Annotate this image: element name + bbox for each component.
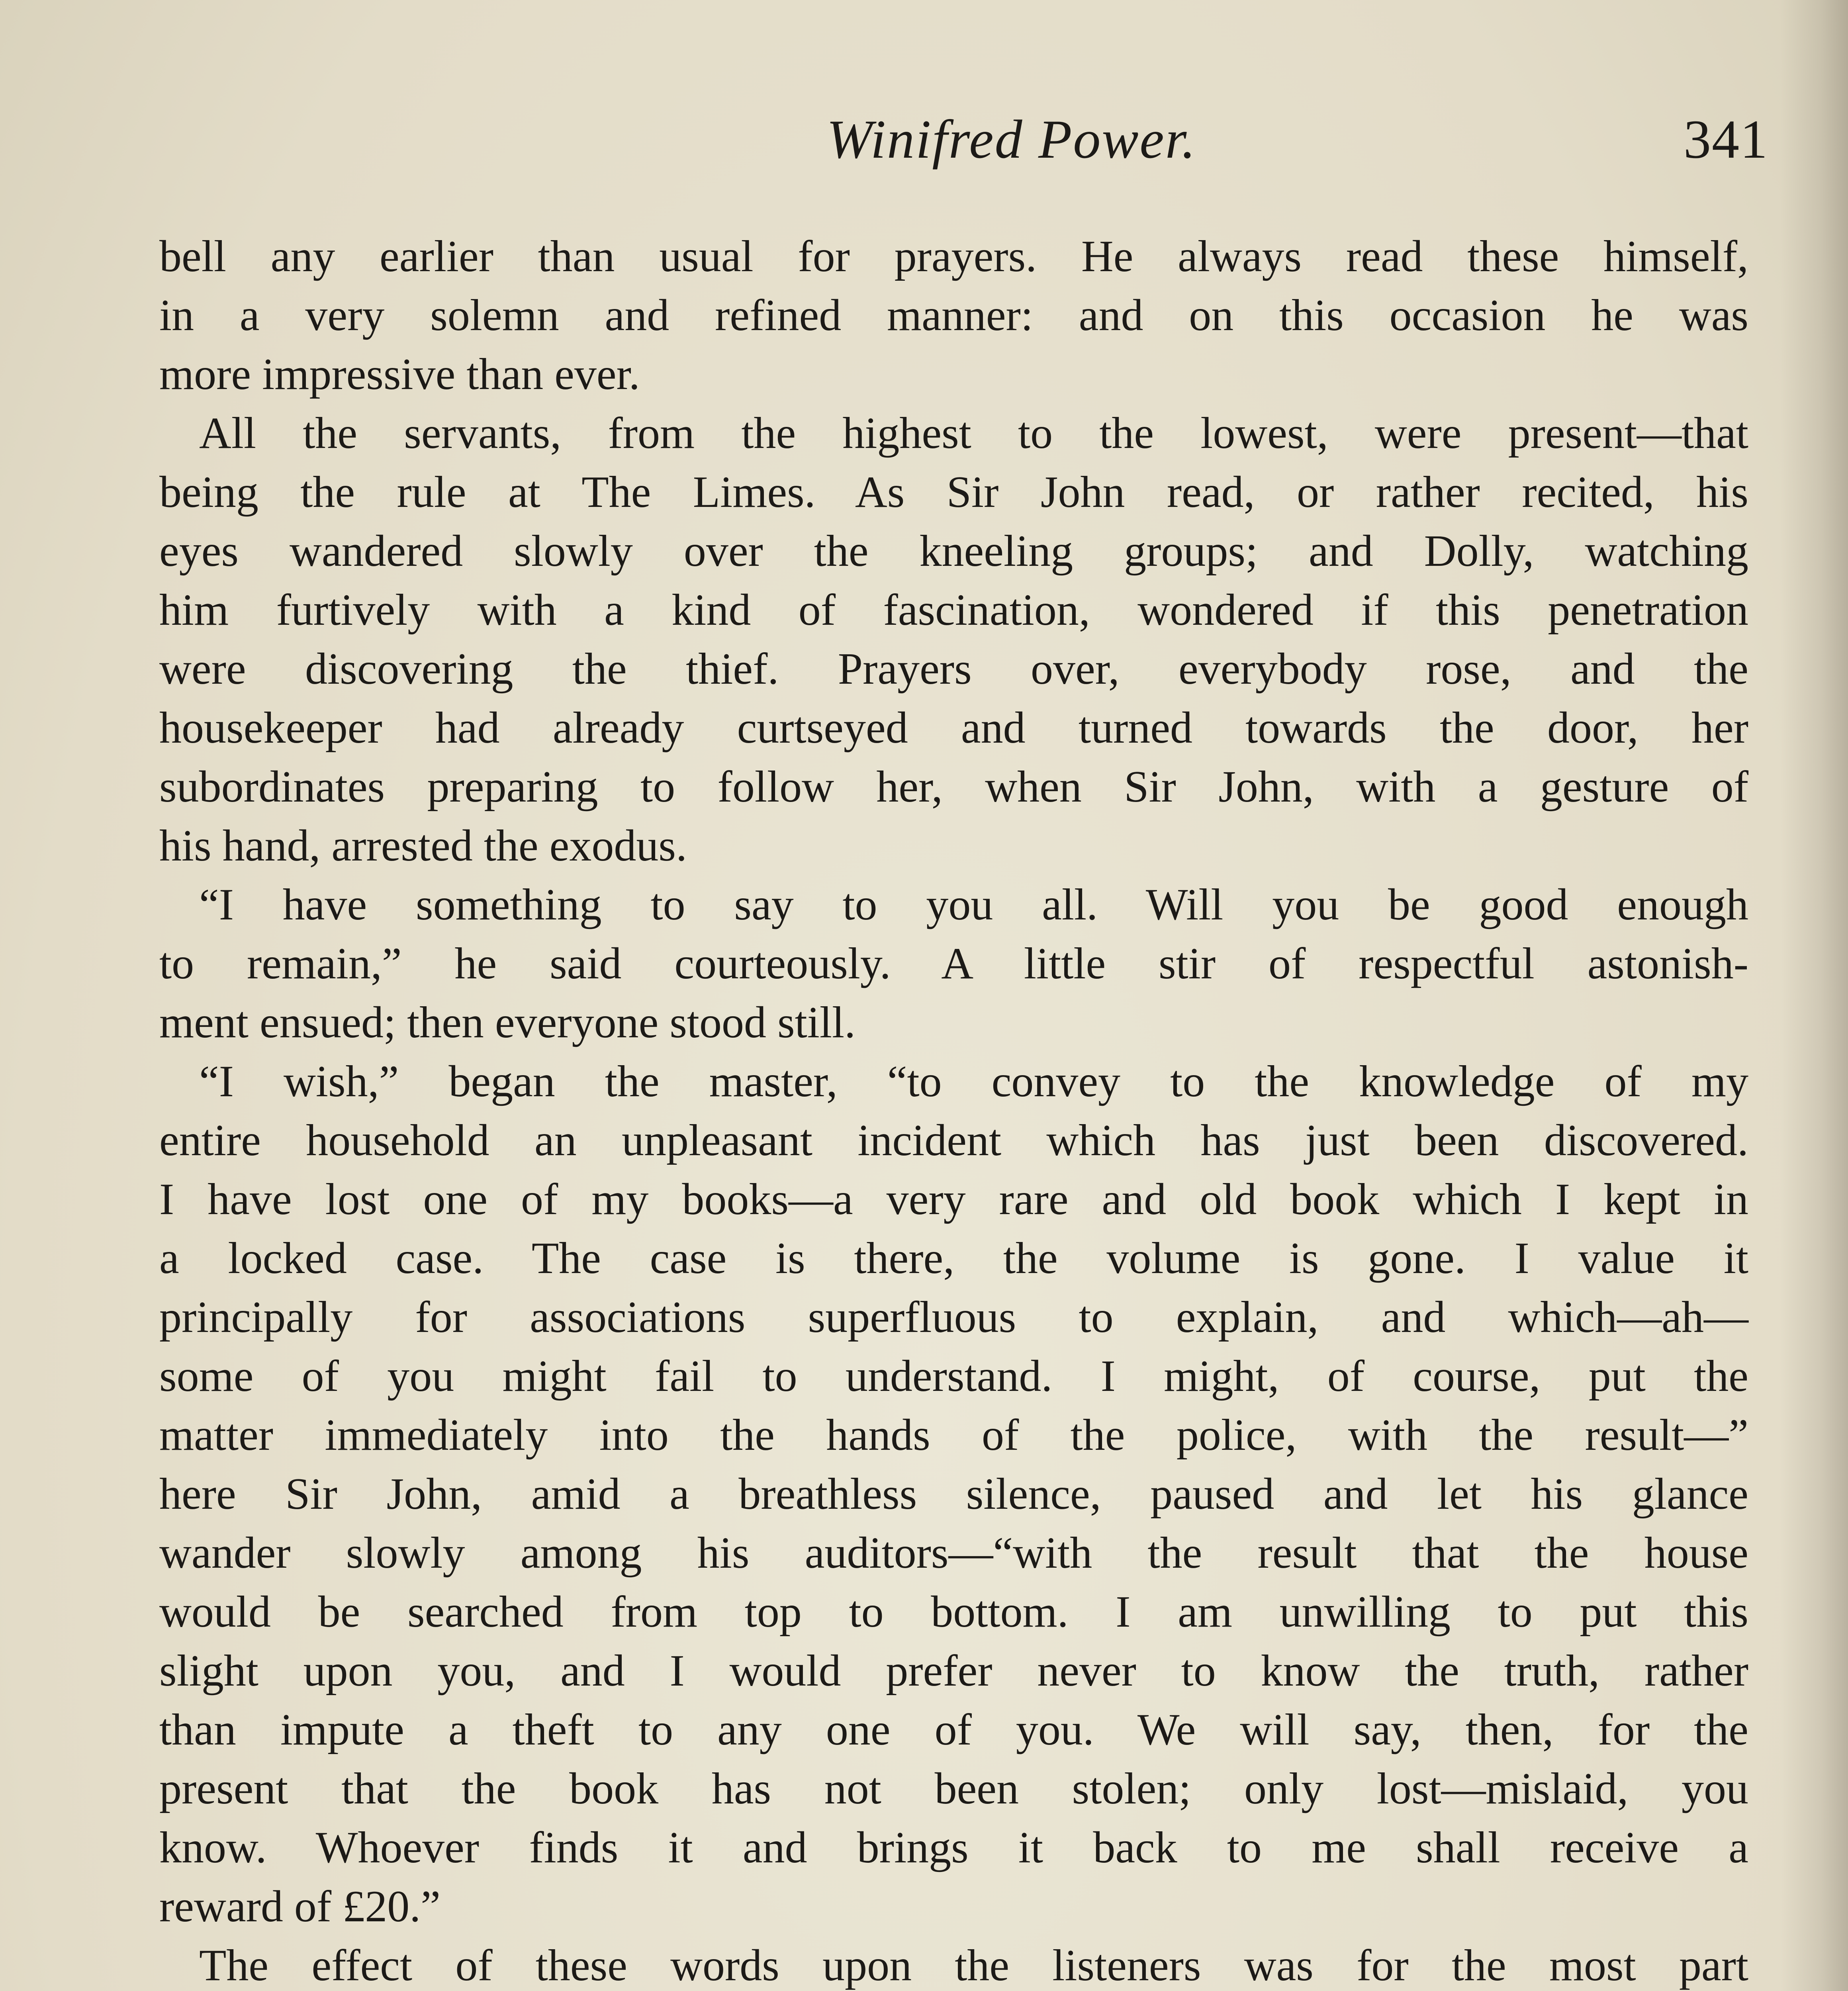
text-line: housekeeper had already curtseyed and turned towards the door, her — [159, 703, 1748, 753]
text-line: principally for associations superfluous to explain, and which—ah— — [159, 1293, 1748, 1342]
running-title: Winifred Power. — [826, 109, 1197, 170]
text-line: entire household an unpleasant incident which has just been discovered. — [159, 1116, 1748, 1165]
text-line: being the rule at The Limes. As Sir John read, or rather recited, his — [159, 467, 1748, 517]
text-line: All the servants, from the highest to the lowest, were present—that — [199, 409, 1748, 458]
text-line: more impressive than ever. — [159, 350, 640, 399]
text-line: eyes wandered slowly over the kneeling groups; and Dolly, watching — [159, 526, 1748, 576]
text-line: a locked case. The case is there, the volume is gone. I value it — [159, 1234, 1748, 1283]
text-line: “I wish,” began the master, “to convey to the knowledge of my — [199, 1057, 1748, 1106]
text-line: subordinates preparing to follow her, when Sir John, with a gesture of — [159, 762, 1748, 812]
text-line: would be searched from top to bottom. I am unwilling to put this — [159, 1587, 1748, 1637]
running-head — [135, 108, 1768, 179]
text-line: to remain,” he said courteously. A little stir of respectful astonish- — [159, 939, 1748, 988]
text-line: know. Whoever finds it and brings it back to me shall receive a — [159, 1823, 1748, 1872]
text-line: present that the book has not been stolen; only lost—mislaid, you — [159, 1764, 1748, 1813]
text-line: bell any earlier than usual for prayers. He always read these himself, — [159, 232, 1748, 281]
page-number: 341 — [1684, 109, 1768, 170]
text-line: his hand, arrested the exodus. — [159, 821, 687, 870]
text-line: than impute a theft to any one of you. We will say, then, for the — [159, 1705, 1748, 1754]
text-line: The effect of these words upon the listeners was for the most part — [199, 1941, 1748, 1990]
body-text — [159, 227, 1748, 1991]
text-line: in a very solemn and refined manner: and on this occasion he was — [159, 291, 1748, 340]
text-line: were discovering the thief. Prayers over, everybody rose, and the — [159, 644, 1748, 694]
text-line: I have lost one of my books—a very rare and old book which I kept in — [159, 1175, 1748, 1224]
text-line: some of you might fail to understand. I might, of course, put the — [159, 1351, 1748, 1401]
text-line: wander slowly among his auditors—“with the result that the house — [159, 1528, 1748, 1578]
text-line: here Sir John, amid a breathless silence, paused and let his glance — [159, 1469, 1748, 1519]
text-line: ment ensued; then everyone stood still. — [159, 998, 856, 1047]
page-gutter-shadow — [1780, 0, 1848, 1991]
text-line: reward of £20.” — [159, 1882, 440, 1931]
text-line: matter immediately into the hands of the police, with the result—” — [159, 1410, 1748, 1460]
text-line: him furtively with a kind of fascination, wondered if this penetration — [159, 585, 1748, 635]
text-line: slight upon you, and I would prefer never to know the truth, rather — [159, 1646, 1748, 1696]
text-line: “I have something to say to you all. Will you be good enough — [199, 880, 1748, 929]
